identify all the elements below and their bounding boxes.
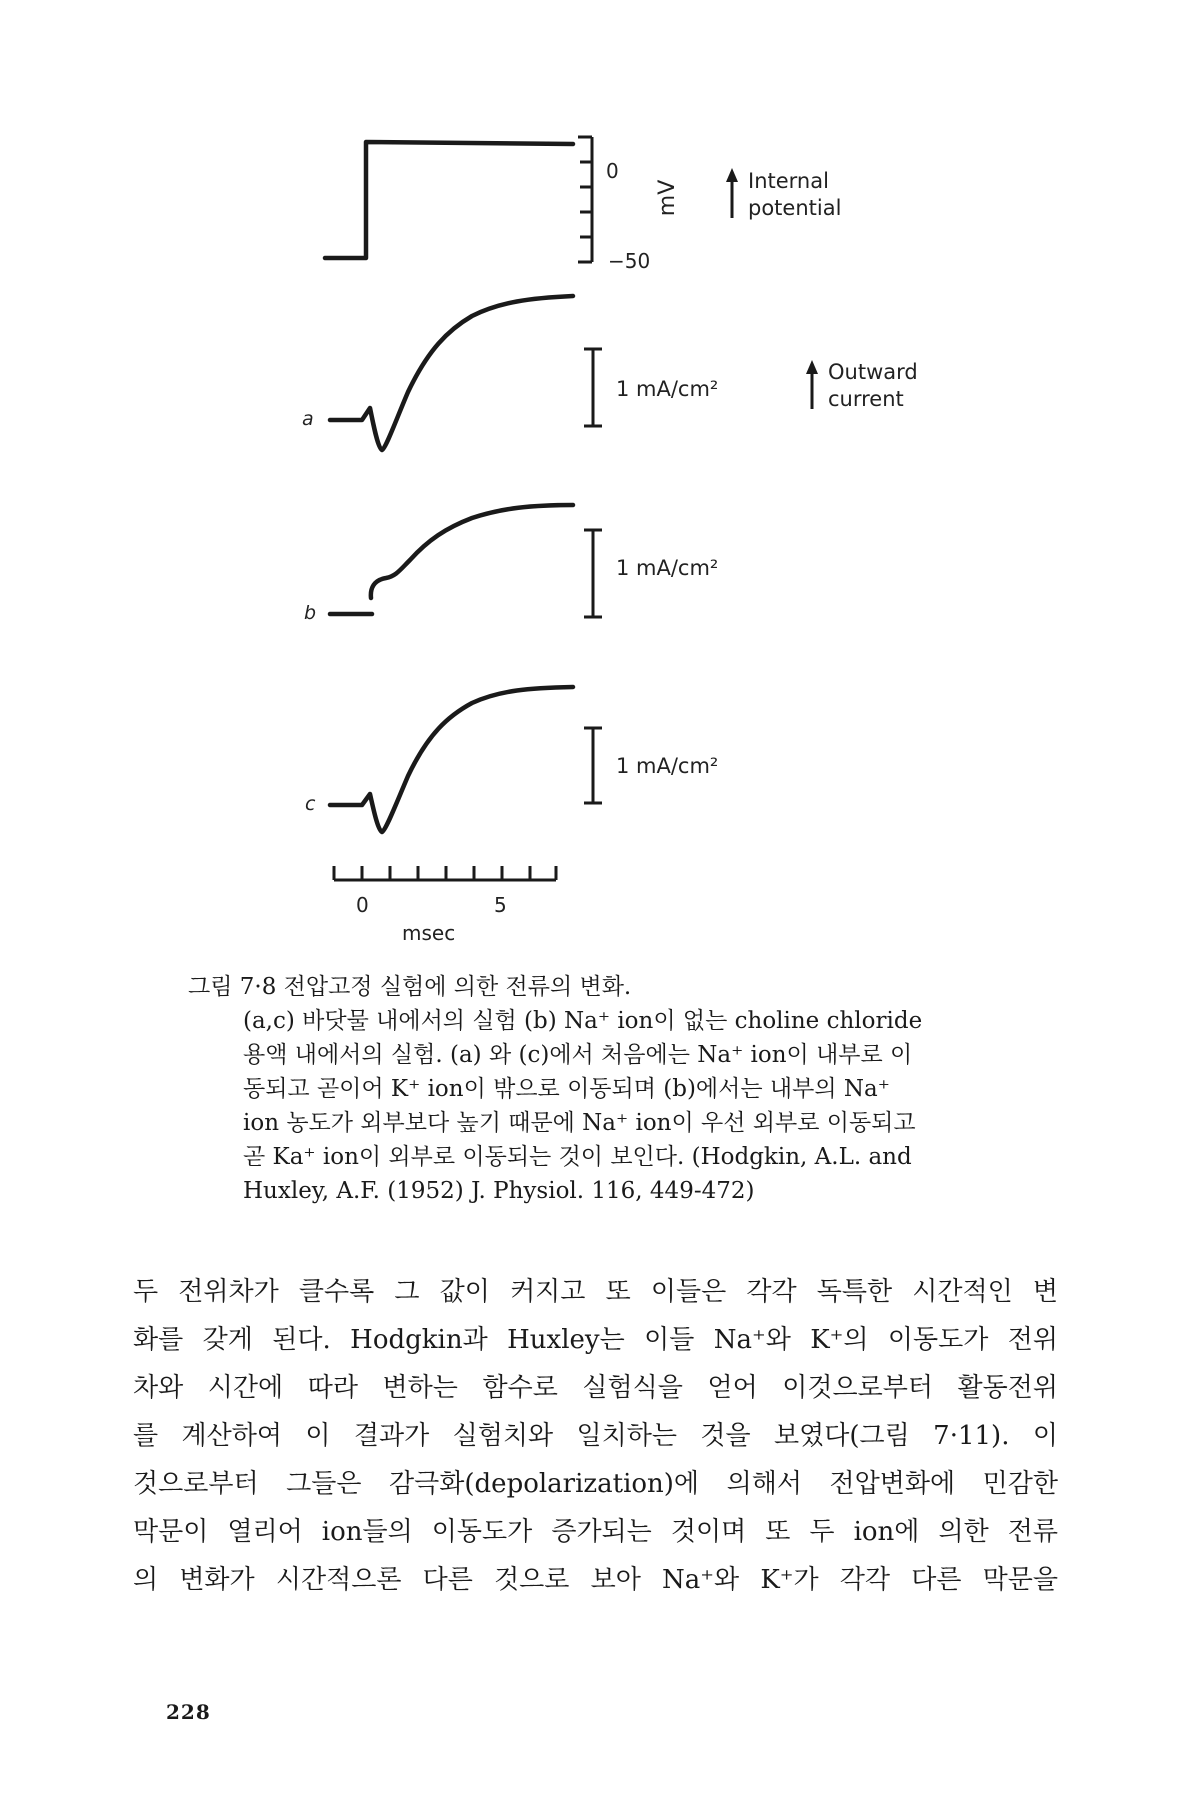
internal-potential-label-2: potential	[748, 196, 842, 220]
internal-potential-label-1: Internal	[748, 169, 829, 193]
mv-tick-0: 0	[606, 159, 619, 183]
caption-line: 동되고 곧이어 K⁺ ion이 밖으로 이동되며 (b)에서는 내부의 Na⁺	[243, 1076, 890, 1102]
panel-b-scale-label: 1 mA/cm²	[616, 556, 719, 580]
time-tick-5: 5	[494, 893, 507, 917]
caption-title: 그림 7·8 전압고정 실험에 의한 전류의 변화.	[188, 974, 632, 1000]
panel-c-current-trace	[330, 687, 573, 832]
body-line: 를 계산하여 이 결과가 실험치와 일치하는 것을 보였다(그림 7·11). 이	[133, 1421, 1058, 1451]
mv-unit-label: mV	[655, 179, 680, 217]
panel-a-scale-bar	[584, 349, 602, 426]
outward-current-label-2: current	[828, 387, 904, 411]
panel-b-letter: b	[304, 602, 317, 624]
panel-b-current-trace-rise	[371, 505, 573, 598]
caption-line: (a,c) 바닷물 내에서의 실험 (b) Na⁺ ion이 없는 choline chloride	[243, 1008, 923, 1034]
body-line: 두 전위차가 클수록 그 값이 커지고 또 이들은 각각 독특한 시간적인 변	[133, 1277, 1058, 1307]
mv-scale-bar	[578, 137, 592, 262]
time-axis	[334, 866, 556, 880]
outward-current-arrow	[806, 360, 818, 409]
time-tick-0: 0	[356, 893, 369, 917]
panel-c-scale-label: 1 mA/cm²	[616, 754, 719, 778]
caption-line: 곧 Ka⁺ ion이 외부로 이동되는 것이 보인다. (Hodgkin, A.L. and	[243, 1144, 912, 1170]
panel-a-letter: a	[302, 408, 314, 430]
mv-tick-minus50: −50	[608, 249, 651, 273]
outward-current-label-1: Outward	[828, 360, 918, 384]
internal-potential-arrow	[726, 168, 738, 218]
panel-c-scale-bar	[584, 728, 602, 803]
panel-a-current-trace	[330, 296, 573, 450]
body-line: 것으로부터 그들은 감극화(depolarization)에 의해서 전압변화에 민감한	[133, 1469, 1058, 1499]
body-line: 의 변화가 시간적으론 다른 것으로 보아 Na⁺와 K⁺가 각각 다른 막문을	[133, 1565, 1058, 1595]
body-line: 화를 갖게 된다. Hodgkin과 Huxley는 이들 Na⁺와 K⁺의 이동도가 전위	[133, 1325, 1058, 1355]
time-unit-label: msec	[402, 921, 456, 945]
body-line: 막문이 열리어 ion들의 이동도가 증가되는 것이며 또 두 ion에 의한 전류	[133, 1517, 1058, 1547]
caption-line: 용액 내에서의 실험. (a) 와 (c)에서 처음에는 Na⁺ ion이 내부로 이	[243, 1042, 913, 1068]
caption-body	[188, 1004, 1038, 1208]
panel-b-scale-bar	[584, 530, 602, 617]
panel-c-letter: c	[305, 793, 316, 815]
body-paragraph	[133, 1268, 1058, 1604]
caption-line: ion 농도가 외부보다 높기 때문에 Na⁺ ion이 우선 외부로 이동되고	[243, 1110, 916, 1136]
panel-a-scale-label: 1 mA/cm²	[616, 377, 719, 401]
voltage-step-trace	[325, 142, 573, 258]
body-line: 차와 시간에 따라 변하는 함수로 실험식을 얻어 이것으로부터 활동전위	[133, 1373, 1058, 1403]
page-number: 228	[166, 1700, 211, 1724]
caption-line: Huxley, A.F. (1952) J. Physiol. 116, 449-472)	[243, 1178, 755, 1204]
figure-caption	[188, 970, 1038, 1208]
